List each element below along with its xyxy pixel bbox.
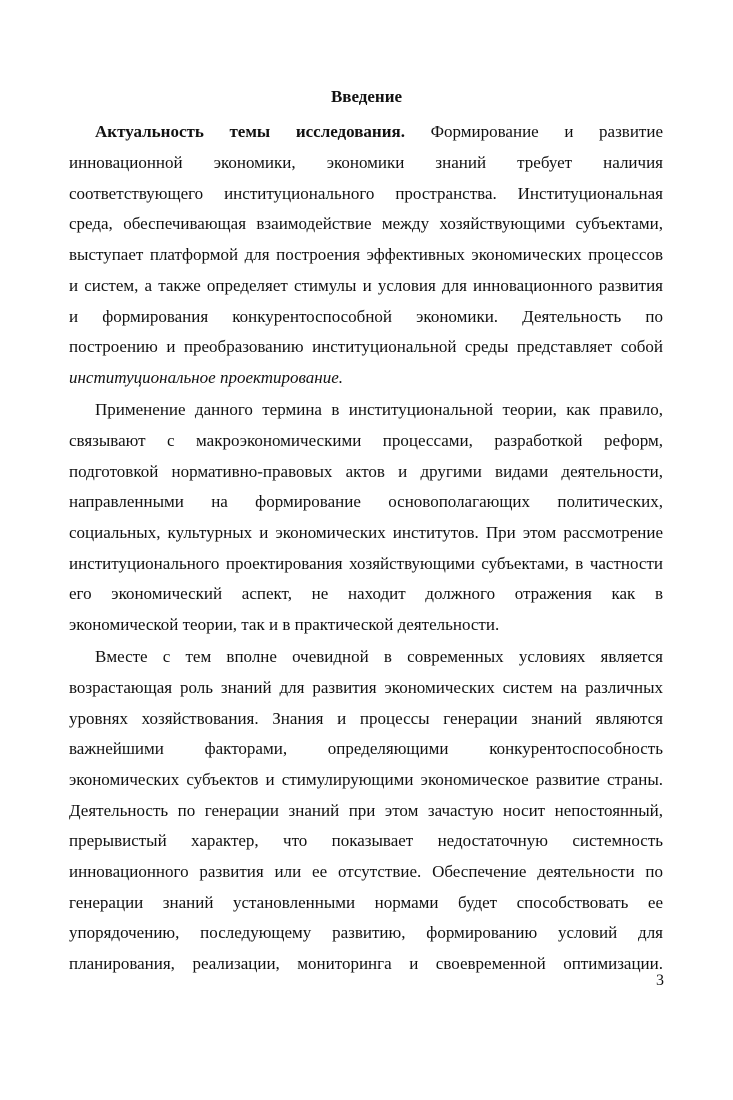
text-line: уровнях хозяйствования. Знания и процессы генерации знаний являются: [69, 709, 663, 728]
text-line: прерывистый характер, что показывает недостаточную системность: [69, 831, 663, 850]
text-line: инновационного развития или ее отсутствие. Обеспечение деятельности по: [69, 862, 663, 881]
text-line: направленными на формирование основополагающих политических,: [69, 492, 663, 511]
text-line: инновационной экономики, экономики знаний требует наличия: [69, 153, 663, 172]
text-line: соответствующего институционального пространства. Институциональная: [69, 184, 663, 203]
text-line: планирования, реализации, мониторинга и своевременной оптимизации.: [69, 954, 663, 973]
text-line: Деятельность по генерации знаний при этом зачастую носит непостоянный,: [69, 801, 663, 820]
text-line: экономических субъектов и стимулирующими экономическое развитие страны.: [69, 770, 663, 789]
text-line: экономической теории, так и в практической деятельности.: [69, 615, 500, 634]
page-title: Введение: [330, 87, 403, 106]
text-line: Вместе с тем вполне очевидной в современных условиях является: [95, 647, 663, 666]
text-line: социальных, культурных и экономических институтов. При этом рассмотрение: [69, 523, 663, 542]
text-line: его экономический аспект, не находит должного отражения как в: [69, 584, 663, 603]
text-line: построению и преобразованию институциональной среды представляет собой: [69, 337, 663, 356]
text-line: связывают с макроэкономическими процессами, разработкой реформ,: [69, 431, 663, 450]
text-line: упорядочению, последующему развитию, формированию условий для: [69, 923, 663, 942]
text-line: и формирования конкурентоспособной экономики. Деятельность по: [69, 307, 663, 326]
text-line: среда, обеспечивающая взаимодействие между хозяйствующими субъектами,: [69, 214, 663, 233]
text-line: возрастающая роль знаний для развития экономических систем на различных: [69, 678, 663, 697]
text-line-rest: Формирование и развитие: [430, 122, 664, 141]
text-line: институционального проектирования хозяйствующими субъектами, в частности: [69, 554, 663, 573]
text-line: Применение данного термина в институциональной теории, как правило,: [95, 400, 663, 419]
text-line: [95, 121, 663, 143]
text-line: институциональное проектирование.: [69, 368, 344, 387]
bold-lead-phrase: Актуальность темы исследования.: [95, 122, 405, 141]
text-line: генерации знаний установленными нормами будет способствовать ее: [69, 893, 663, 912]
text-line: важнейшими факторами, определяющими конкурентоспособность: [69, 739, 663, 758]
text-line: и систем, а также определяет стимулы и условия для инновационного развития: [69, 276, 663, 295]
page-number: 3: [656, 972, 664, 989]
text-line: подготовкой нормативно-правовых актов и другими видами деятельности,: [69, 462, 663, 481]
text-line: выступает платформой для построения эффективных экономических процессов: [69, 245, 663, 264]
